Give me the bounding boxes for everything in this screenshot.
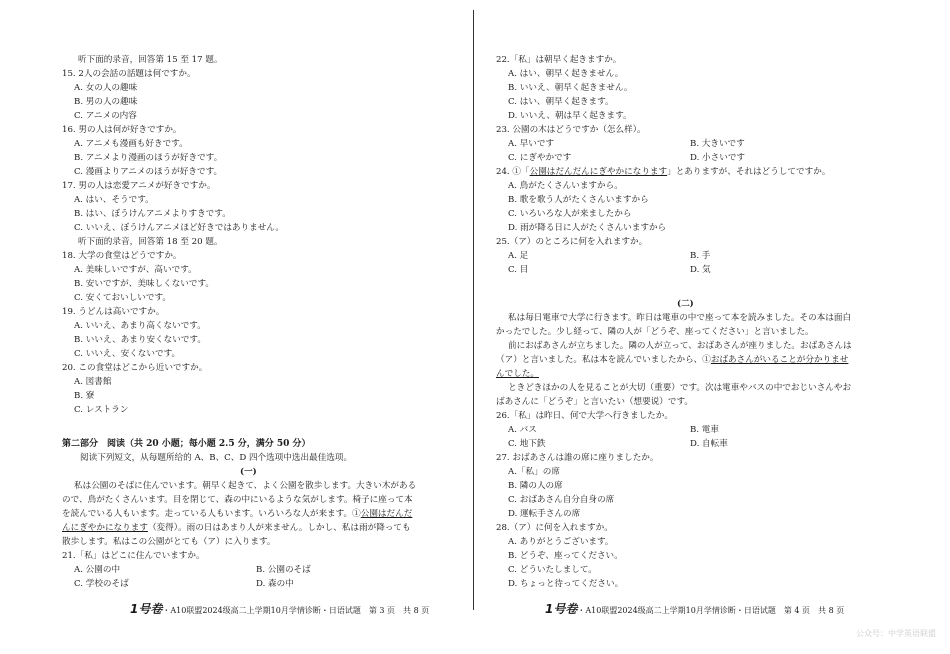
option: D. 小さいです [690, 153, 746, 163]
question-line: C. はい、朝早く起きます。 [508, 97, 614, 107]
question-line: 15. 2人の会話の話題は何ですか。 [62, 69, 196, 79]
passage-1-line: んにぎやかになります（変得）。雨の日はあまり人が来ません。しかし、私は雨が降っても [62, 523, 411, 533]
option: B. 電車 [690, 425, 719, 435]
passage-2-heading: (二) [677, 299, 694, 309]
question-line: A. はい、朝早く起きません。 [508, 69, 624, 79]
question-line: 23. 公園の木はどうですか（怎么样）。 [496, 125, 646, 135]
underlined-phrase: んでした。 [496, 369, 539, 379]
passage-1-heading: (一) [240, 467, 257, 477]
question-28: 28.（ア）に何を入れますか。 [496, 523, 613, 533]
option: D. 気 [690, 265, 711, 275]
passage-1-line: を読んでいる人もいます。走っている人もいます。いろいろな人が来ます。①公園はだんだ [62, 509, 413, 519]
question-line: C. いいえ、ぼうけんアニメほど好きではありません。 [74, 223, 284, 233]
question-line: B. いいえ、あまり安くないです。 [74, 335, 206, 345]
question-line: 16. 男の人は何が好きですか。 [62, 125, 182, 135]
question-line: 17. 男の人は恋愛アニメが好きですか。 [62, 181, 216, 191]
question-25: 25.（ア）のところに何を入れますか。 [496, 237, 648, 247]
question-26: 26.「私」は昨日、何で大学へ行きましたか。 [496, 411, 673, 421]
option: B. 公園のそば [256, 565, 311, 575]
question-line: 18. 大学の食堂はどうですか。 [62, 251, 182, 261]
question-line: A. アニメも漫画も好きです。 [74, 139, 188, 149]
question-line: A. 美味しいですが、高いです。 [74, 265, 197, 275]
passage-1-line: ので、鳥がたくさんいます。目を閉じて、森の中にいるような気がします。椅子に座って本 [62, 495, 413, 505]
option: A. 鳥がたくさんいますから。 [508, 181, 623, 191]
question-line: B. アニメより漫画のほうが好きです。 [74, 153, 223, 163]
question-line: 22.「私」は朝早く起きますか。 [496, 55, 622, 65]
exam-logo: 1号卷 [545, 602, 578, 616]
option: A. 早いです [508, 139, 555, 149]
question-line: B. いいえ、朝早く起きません。 [508, 83, 633, 93]
passage-1-line: 散歩します。私はこの公園がとても（ア）に入ります。 [62, 537, 276, 547]
watermark: 公众号：中学英语联盟 [856, 629, 936, 638]
question-21: 21.「私」はどこに住んでいますか。 [62, 551, 205, 561]
passage-2-line: （ア）と言いました。私は本を読んでいましたから、①おばあさんがいることが分かりませ [496, 355, 849, 365]
option: B. 歌を歌う人がたくさんいますから [508, 195, 649, 205]
question-line: B. 男の人の趣味 [74, 97, 138, 107]
section-instructions: 阅读下列短文，从每题所给的 A、B、C、D 四个选项中选出最佳选项。 [80, 453, 353, 463]
option: C. おばあさん自分自身の席 [508, 495, 615, 505]
underlined-phrase: 公園はだんだんにぎやかになります [529, 167, 668, 177]
question-line: D. いいえ、朝は早く起きます。 [508, 111, 632, 121]
passage-2-line [496, 368, 539, 380]
question-line: C. アニメの内容 [74, 111, 137, 121]
section-title: 第二部分 阅读（共 20 小题；每小题 2.5 分，满分 50 分） [62, 439, 311, 449]
option: D. 森の中 [256, 579, 294, 589]
option: C. にぎやかです [508, 153, 572, 163]
option: A.「私」の席 [508, 467, 560, 477]
option: B. 大きいです [690, 139, 745, 149]
question-24: 24. ①「公園はだんだんにぎやかになります」とありますが、それはどうしてですか。 [496, 167, 831, 177]
question-line: 20. この食堂はどこから近いですか。 [62, 363, 208, 373]
question-line: A. はい、そうです。 [74, 195, 154, 205]
option: C. 地下鉄 [508, 439, 546, 449]
question-line: A. いいえ、あまり高くないです。 [74, 321, 206, 331]
question-line: C. 漫画よりアニメのほうが好きです。 [74, 167, 223, 177]
passage-2-line: ばあさんに「どうぞ」と言いたい（想要说）です。 [496, 397, 693, 407]
option: D. ちょっと待ってください。 [508, 579, 624, 589]
option: C. いろいろな人が来ましたから [508, 209, 632, 219]
question-line: C. 安くておいしいです。 [74, 293, 171, 303]
underlined-phrase: んにぎやかになります [62, 523, 148, 533]
option: A. バス [508, 425, 537, 435]
question-line: B. はい、ぼうけんアニメよりすきです。 [74, 209, 231, 219]
page-divider [473, 10, 474, 610]
option: D. 自転車 [690, 439, 728, 449]
option: B. どうぞ、座ってください。 [508, 551, 623, 561]
question-line: A. 女の人の趣味 [74, 83, 138, 93]
question-line: B. 安いですが、美味しくないです。 [74, 279, 214, 289]
option: B. 隣の人の席 [508, 481, 563, 491]
underlined-phrase: 公園はだんだ [360, 509, 413, 519]
question-line: 听下面的录音，回答第 15 至 17 题。 [78, 55, 223, 65]
question-line: 听下面的录音，回答第 18 至 20 题。 [78, 237, 223, 247]
passage-2-line: 私は毎日電車で大学に行きます。昨日は電車の中で座って本を読みました。その本は面白 [508, 313, 852, 323]
option: A. 公園の中 [74, 565, 121, 575]
option: D. 運転手さんの席 [508, 509, 581, 519]
question-line: C. レストラン [74, 405, 129, 415]
question-line: C. いいえ、安くないです。 [74, 349, 181, 359]
exam-logo: 1号卷 [130, 602, 163, 616]
underlined-phrase: おばあさんがいることが分かりませ [710, 355, 849, 365]
passage-2-line: かったでした。少し経って、隣の人が「どうぞ、座ってください」と言いました。 [496, 327, 814, 337]
passage-2-line: 前におばあさんが立ちました。隣の人が立って、おばあさんが座りました。おばあさんは [508, 341, 852, 351]
option: C. 目 [508, 265, 529, 275]
passage-1-line: 私は公園のそばに住んでいます。朝早く起きて、よく公園を散歩します。大きい木がある [74, 481, 417, 491]
footer-page-4: 1号卷・A10联盟2024级高二上学期10月学情诊断・日语试题 第 4 页 共 8 页 [545, 602, 845, 616]
question-line: 19. うどんは高いですか。 [62, 307, 165, 317]
option: A. ありがとうございます。 [508, 537, 614, 547]
option: D. 雨が降る日に人がたくさんいますから [508, 223, 667, 233]
option: A. 足 [508, 251, 529, 261]
question-line: A. 図書館 [74, 377, 112, 387]
passage-2-line: ときどきほかの人を見ることが大切（重要）です。次は電車やバスの中でおじいさんやお [508, 383, 852, 393]
footer-page-3: 1号卷・A10联盟2024级高二上学期10月学情诊断・日语试题 第 3 页 共 8 页 [130, 602, 430, 616]
option: B. 手 [690, 251, 711, 261]
question-27: 27. おばあさんは誰の席に座りましたか。 [496, 453, 659, 463]
option: C. 学校のそば [74, 579, 129, 589]
question-line: B. 寮 [74, 391, 95, 401]
option: C. どういたしまして。 [508, 565, 597, 575]
